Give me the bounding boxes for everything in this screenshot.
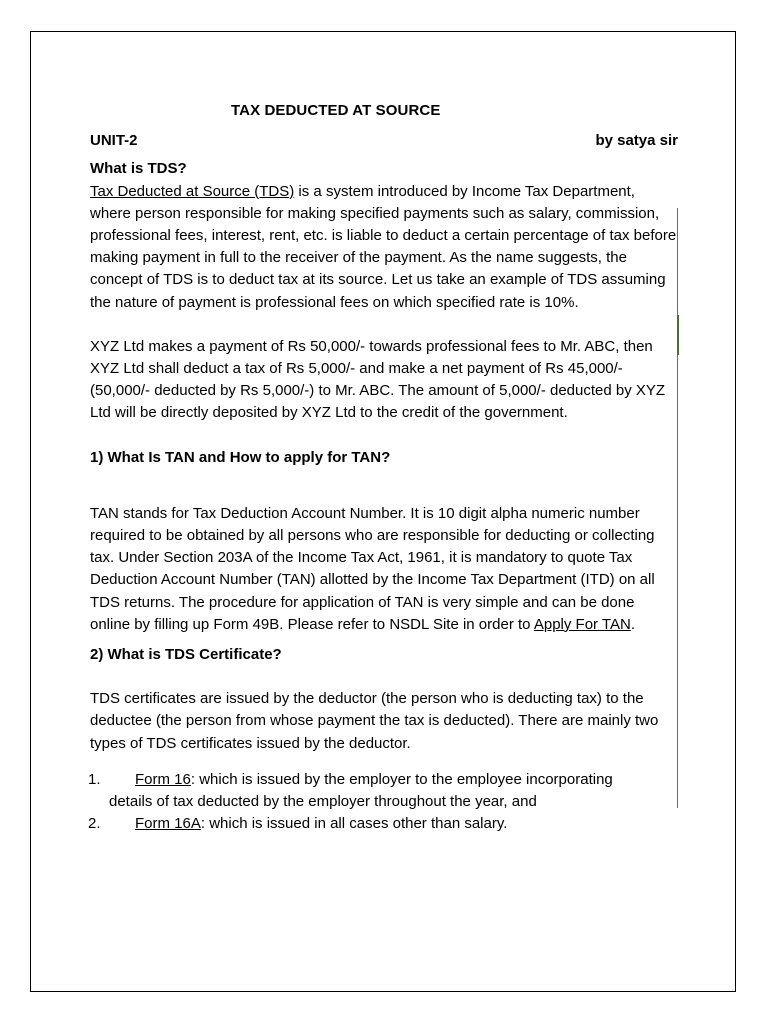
- spacer: [90, 469, 678, 491]
- heading-tds-certificate: 2) What is TDS Certificate?: [90, 646, 282, 664]
- paragraph-tds-certificate: TDS certificates are issued by the deductor (the person who is deducting tax) to the deductee (the person from whose payment the tax is deducted). There are mainly two types of TDS certificates issued by the deductor.: [90, 690, 659, 752]
- paragraph-tan: [90, 503, 678, 636]
- spacer: [90, 666, 678, 688]
- heading-tan: 1) What Is TAN and How to apply for TAN?: [90, 448, 391, 466]
- paragraph-tds-intro: [90, 181, 678, 314]
- spacer: [90, 636, 678, 644]
- list-item-body: [135, 813, 678, 835]
- link-tax-deducted-at-source[interactable]: Tax Deducted at Source (TDS): [90, 182, 295, 200]
- paragraph-tds-example: XYZ Ltd makes a payment of Rs 50,000/- towards professional fees to Mr. ABC, then XYZ Ltd shall deduct a tax of Rs 5,000/- and make a net payment of Rs 45,000/- (50,000/- deducted by Rs 5,000/-) to Mr. ABC. The amount of 5,000/- deducted by XYZ Ltd will be directly deposited by XYZ Ltd to the credit of the government.: [90, 337, 666, 422]
- link-form-16[interactable]: Form 16: [135, 770, 191, 788]
- link-apply-for-tan[interactable]: Apply For TAN: [533, 615, 631, 633]
- certificate-list: [90, 769, 678, 836]
- list-item: [90, 769, 678, 813]
- list-item: [90, 813, 678, 835]
- unit-label: UNIT-2: [90, 132, 138, 150]
- spacer: [90, 491, 678, 503]
- link-form-16a[interactable]: Form 16A: [135, 815, 201, 833]
- author-label: by satya sir: [595, 132, 678, 150]
- paragraph-tan-end: .: [630, 615, 635, 633]
- document-title: TAX DEDUCTED AT SOURCE: [231, 102, 441, 119]
- paragraph-tds-intro-text: is a system introduced by Income Tax Department, where person responsible for making specified payments such as salary, commission, professional fees, interest, rent, etc. is liable to deduct a certain percentage of tax before making payment in full to the receiver of the payment. As the name suggests, the concept of TDS is to deduct tax at its source. Let us take an example of TDS assuming the nature of payment is professional fees on which specified rate is 10%.: [90, 182, 677, 311]
- list-item-text-continued: details of tax deducted by the employer throughout the year, and: [109, 793, 537, 811]
- spacer: [90, 425, 678, 447]
- list-number: 1.: [88, 770, 101, 788]
- heading-what-is-tds: What is TDS?: [90, 160, 187, 178]
- paragraph-tan-text: TAN stands for Tax Deduction Account Number. It is 10 digit alpha numeric number required to be obtained by all persons who are responsible for deducting or collecting tax. Under Section 203A of the Income Tax Act, 1961, it is mandatory to quote Tax Deduction Account Number (TAN) allotted by the Income Tax Department (ITD) on all TDS returns. The procedure for application of TAN is very simple and can be done online by filling up Form 49B. Please refer to NSDL Site in order to: [90, 504, 655, 633]
- list-item-text: : which is issued in all cases other than salary.: [200, 815, 508, 833]
- list-number: 2.: [88, 815, 101, 833]
- unit-row: [90, 130, 678, 152]
- list-item-text: : which is issued by the employer to the employee incorporating: [190, 770, 613, 788]
- document-body: [90, 100, 678, 835]
- spacer: [90, 314, 678, 336]
- list-item-body: [109, 769, 678, 813]
